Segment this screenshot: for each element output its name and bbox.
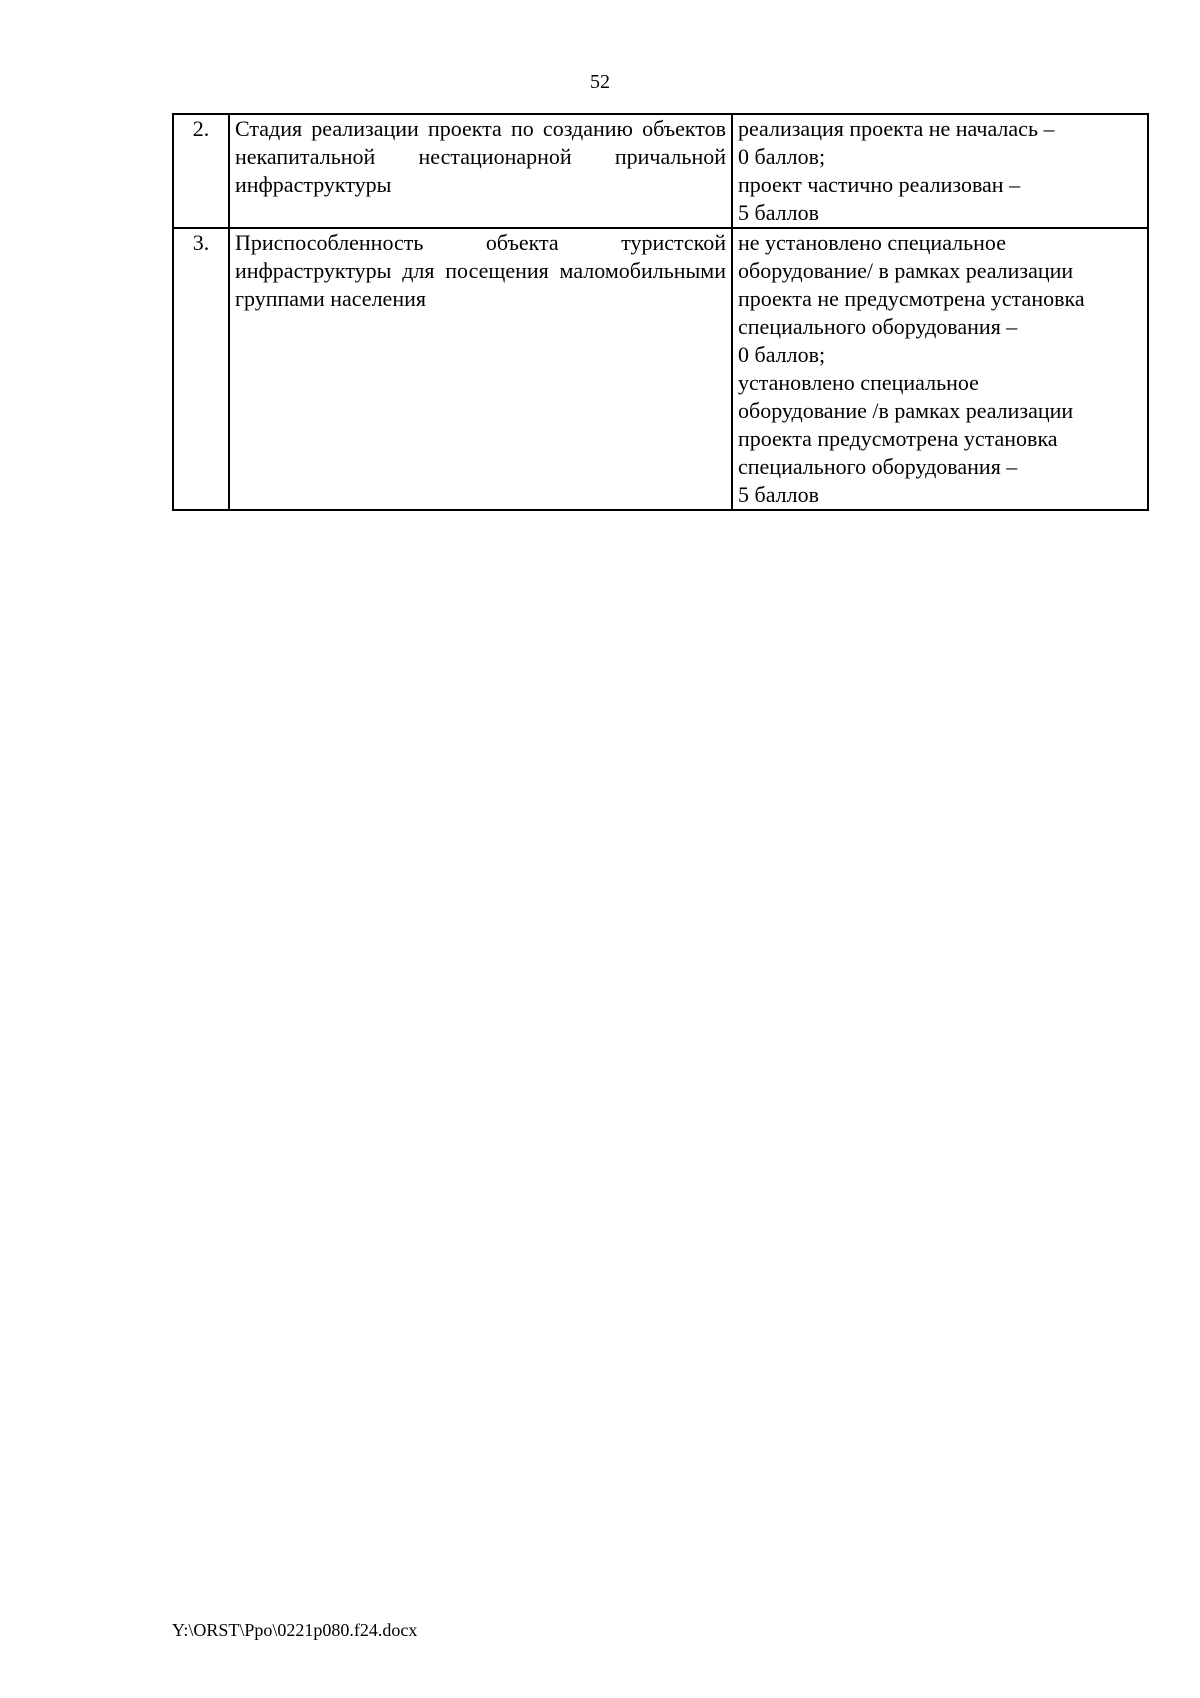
criterion-scores	[732, 114, 1148, 228]
score-line: проект частично реализован –	[738, 172, 1021, 197]
score-line: специального оборудования –	[738, 314, 1018, 339]
score-line: 0 баллов;	[738, 144, 826, 169]
criteria-table	[172, 113, 1149, 511]
score-line: реализация проекта не началась –	[738, 116, 1055, 141]
criterion-name: Приспособленность объекта туристской инфраструктуры для посещения маломобильными группами населения	[229, 228, 732, 510]
score-line: оборудование/ в рамках реализации	[738, 258, 1074, 283]
score-line: установлено специальное	[738, 370, 979, 395]
score-line: специального оборудования –	[738, 454, 1018, 479]
criterion-name: Стадия реализации проекта по созданию объектов некапитальной нестационарной причальной инфраструктуры	[229, 114, 732, 228]
table-row	[173, 228, 1148, 510]
row-number: 3.	[173, 228, 229, 510]
table-row	[173, 114, 1148, 228]
score-line: 5 баллов	[738, 200, 819, 225]
footer-file-path: Y:\ORST\Ppo\0221p080.f24.docx	[172, 1620, 418, 1640]
score-line: оборудование /в рамках реализации	[738, 398, 1074, 423]
score-line: проекта предусмотрена установка	[738, 426, 1058, 451]
page-number: 52	[590, 71, 610, 93]
score-line: не установлено специальное	[738, 230, 1006, 255]
score-line: 0 баллов;	[738, 342, 826, 367]
score-line: проекта не предусмотрена установка	[738, 286, 1085, 311]
criterion-scores	[732, 228, 1148, 510]
row-number: 2.	[173, 114, 229, 228]
score-line: 5 баллов	[738, 482, 819, 507]
